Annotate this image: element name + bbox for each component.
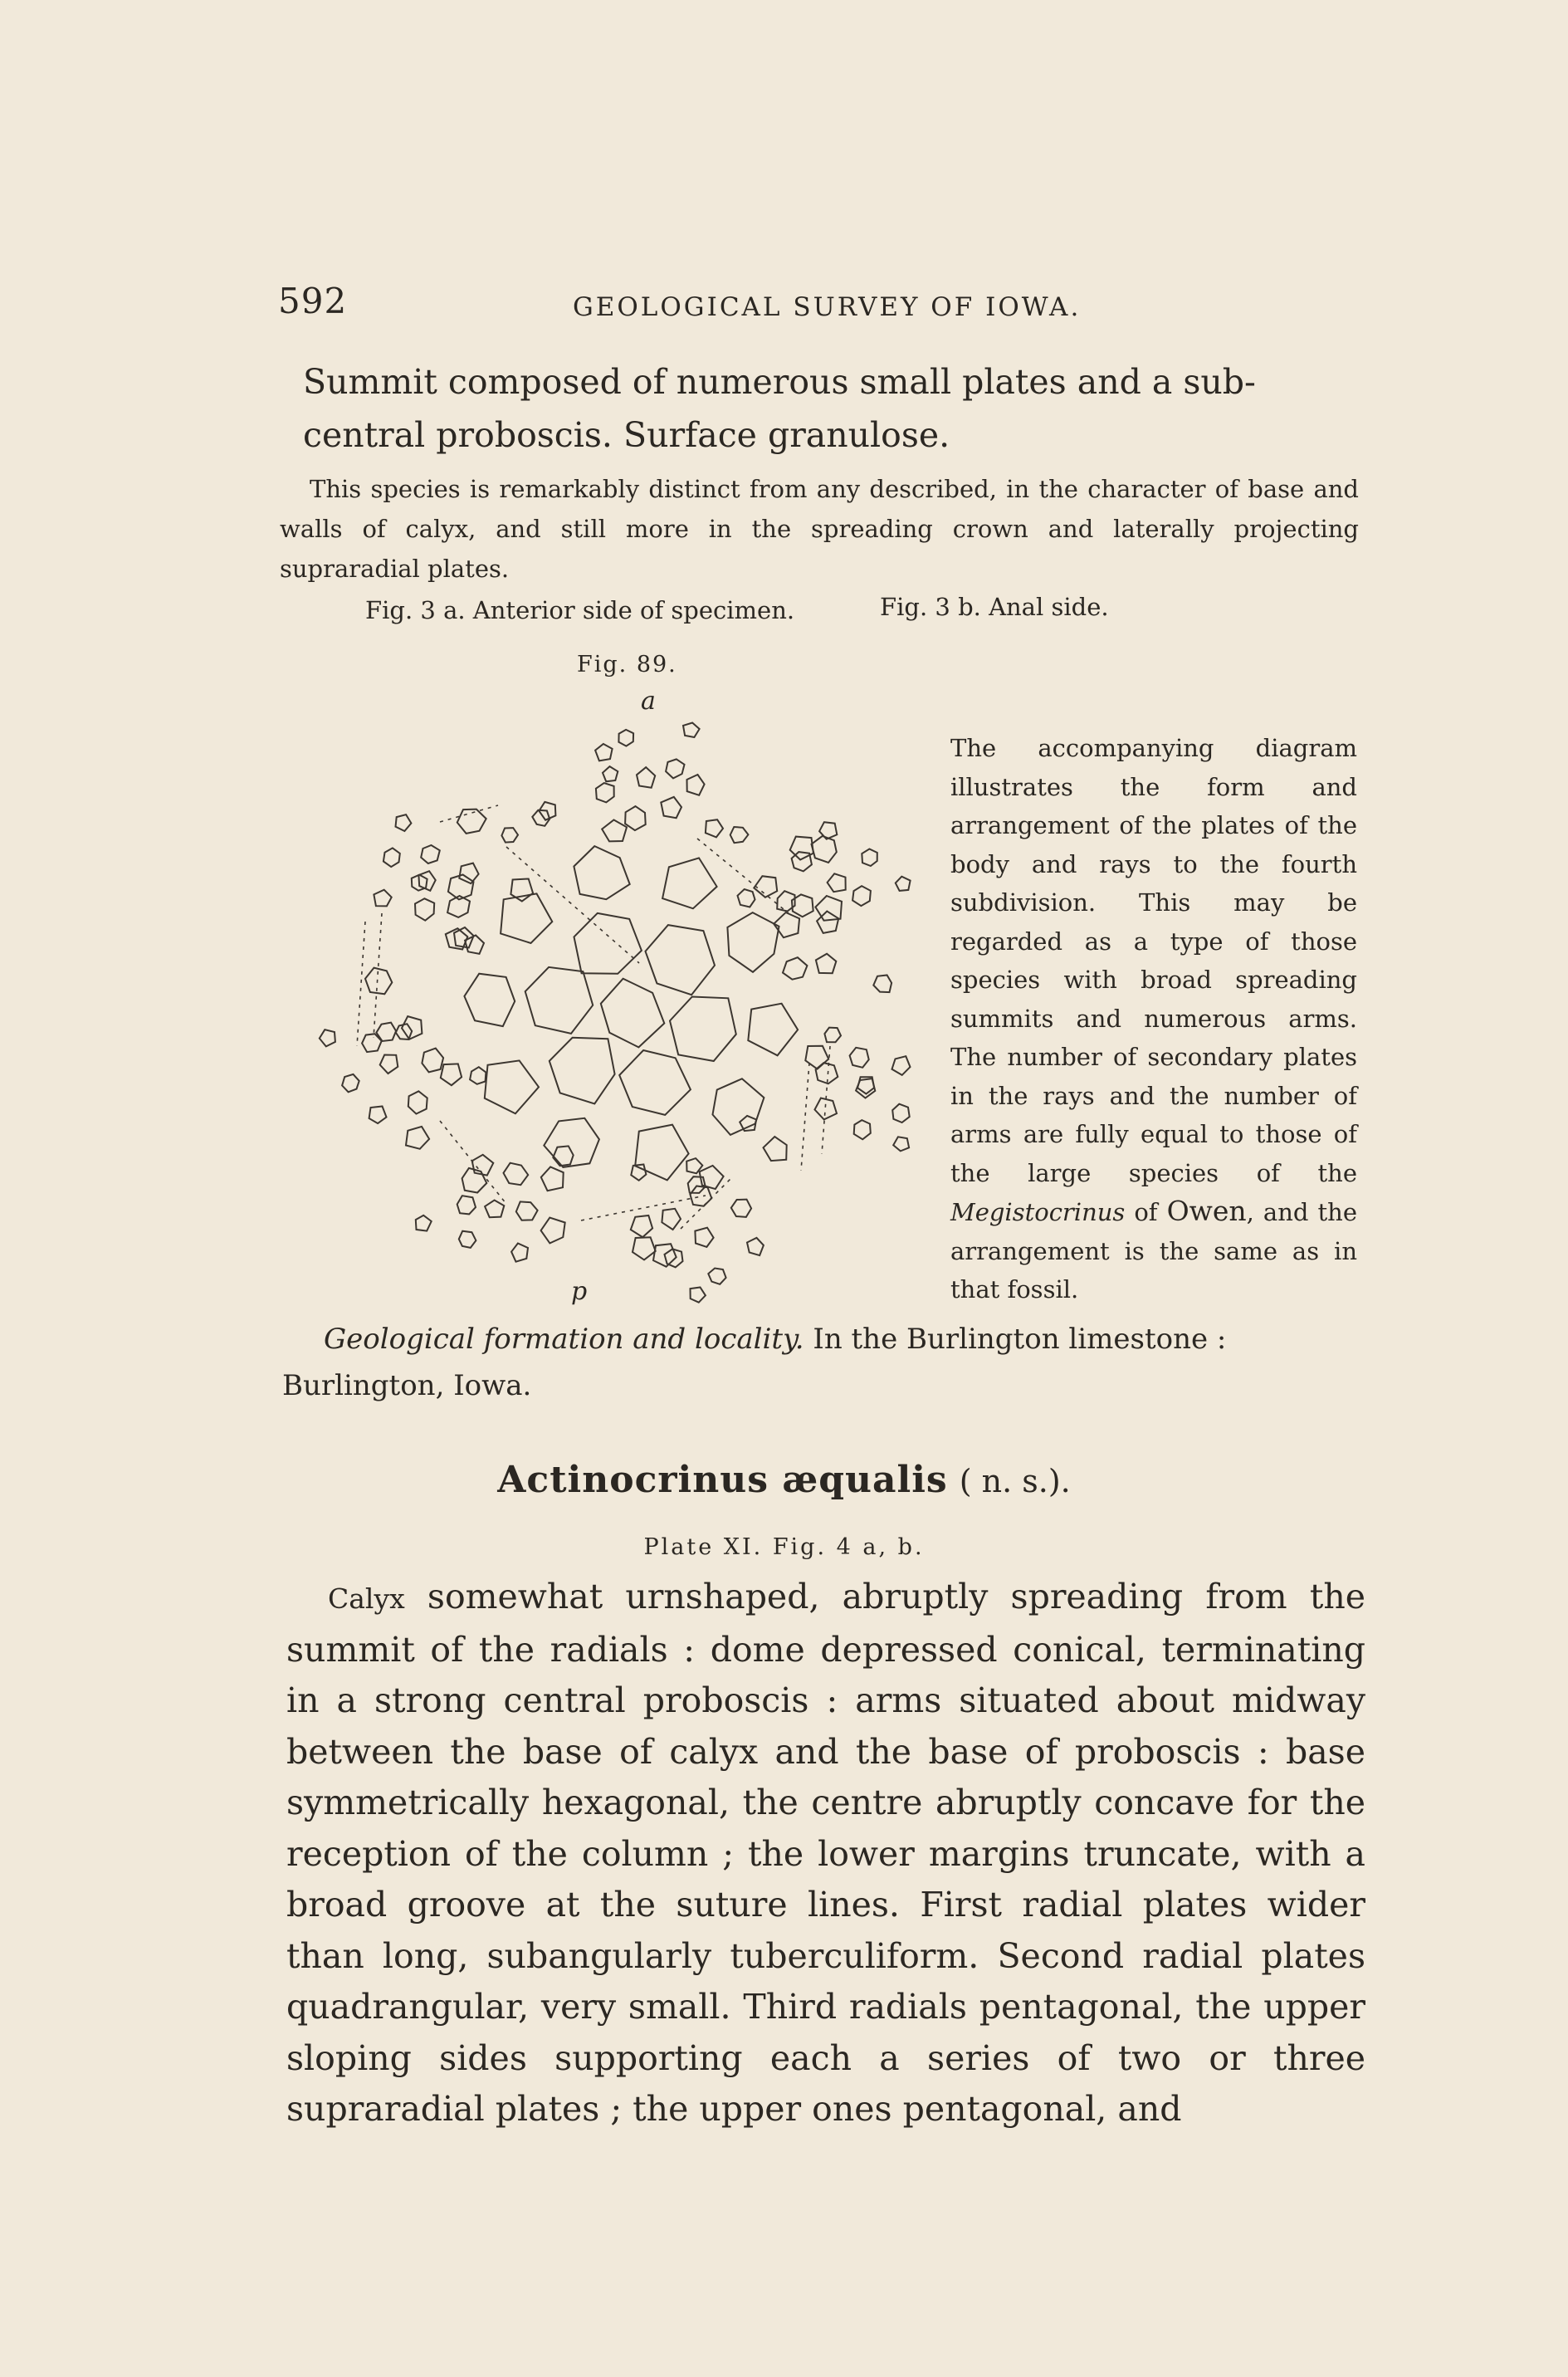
calyx-plate <box>816 954 836 974</box>
calyx-plate <box>754 876 777 897</box>
calyx-plate <box>365 968 392 995</box>
calyx-plate <box>525 967 593 1034</box>
calyx-plate <box>730 827 749 843</box>
page-number: 592 <box>278 281 348 321</box>
remarks-text: This species is remarkably distinct from any described, in the character of base and walls of calyx, and still more in the spreading crown and laterally projecting supraradial plates. <box>280 475 1359 583</box>
calyx-plate <box>896 877 911 891</box>
calyx-plate <box>470 1067 486 1084</box>
calyx-plate <box>396 814 412 831</box>
plate-diagram <box>299 689 946 1320</box>
calyx-plate <box>380 1055 398 1074</box>
calyx-plate <box>504 1163 529 1186</box>
calyx-plate <box>501 893 552 943</box>
calyx-plate <box>574 846 629 899</box>
calyx-plate <box>596 783 614 802</box>
calyx-plate <box>764 1137 787 1161</box>
calyx-plate <box>892 1056 911 1075</box>
calyx-plate <box>457 809 486 834</box>
calyx-plate <box>815 1098 838 1120</box>
calyx-plate <box>541 1218 565 1244</box>
calyx-plate <box>383 848 400 867</box>
lead-line-2: central proboscis. Surface granulose. <box>303 415 950 455</box>
calyx-plate <box>408 1091 427 1113</box>
calyx-plate <box>852 886 871 906</box>
calyx-plate <box>459 863 478 884</box>
species-note: ( n. s.). <box>959 1463 1071 1499</box>
calyx-plate <box>854 1120 871 1139</box>
side-text-middle: of <box>1125 1198 1167 1226</box>
calyx-plate <box>421 845 440 863</box>
calyx-plate <box>485 1201 504 1218</box>
side-paragraph <box>950 729 1357 1309</box>
calyx-plate <box>748 1004 798 1056</box>
calyx-plate <box>690 1186 711 1206</box>
calyx-plate <box>824 1028 841 1043</box>
calyx-plate <box>633 1237 656 1259</box>
calyx-plate <box>457 1196 476 1214</box>
calyx-plate <box>862 849 877 867</box>
author-name: Owen <box>1166 1195 1247 1227</box>
figure-label: Fig. 89. <box>577 652 677 677</box>
calyx-plate <box>691 1288 706 1303</box>
diagram-marker-p: p <box>571 1277 588 1306</box>
calyx-plate <box>342 1074 359 1092</box>
suture-line <box>801 1063 809 1171</box>
calyx-plate <box>816 1063 838 1083</box>
calyx-plate <box>464 974 515 1026</box>
calyx-plate <box>601 979 665 1048</box>
calyx-plate <box>485 1060 539 1113</box>
formation-text: In the Burlington limestone : Burlington, Iowa. <box>282 1323 1227 1402</box>
calyx-plate <box>541 1167 564 1191</box>
calyx-plate <box>422 1049 443 1073</box>
calyx-plate <box>731 1200 751 1217</box>
calyx-plate <box>625 806 646 830</box>
suture-line <box>506 847 639 963</box>
calyx-plate <box>550 1038 615 1104</box>
calyx-plate <box>706 819 723 837</box>
calyx-plate <box>574 913 642 974</box>
calyx-plate <box>708 1269 725 1284</box>
calyx-plate <box>747 1238 764 1255</box>
calyx-plate <box>415 898 434 920</box>
remarks-paragraph <box>280 469 1359 589</box>
calyx-plate <box>661 797 681 818</box>
calyx-plate <box>402 1016 422 1039</box>
suture-line <box>357 922 365 1046</box>
calyx-plate <box>637 767 655 788</box>
calyx-plate <box>501 828 518 843</box>
description-paragraph <box>286 1572 1365 2135</box>
calyx-plate <box>812 836 837 863</box>
calyx-plate <box>472 1155 494 1176</box>
calyx-plate <box>873 976 891 993</box>
description-text: somewhat urnshaped, abruptly spreading from the summit of the radials : dome depressed conical, terminating in a strong central proboscis : arms situated about midway between the base of calyx and the base of proboscis : base symmetrically hexagonal, the centre abruptly concave for the reception of the column ; the lower margins truncate, with a broad groove at the suture lines. First radial plates wider than long, subangularly tuberculiform. Second radial plates quadrangular, very small. Third radials pentagonal, the upper sloping sides supporting each a series of two or three supraradial plates ; the upper ones pentagonal, and <box>286 1577 1365 2129</box>
lead-line-1: Summit composed of numerous small plates and a sub- <box>303 362 1256 402</box>
figure-caption-a: Fig. 3 a. Anterior side of specimen. <box>365 596 795 624</box>
figure-caption-b: Fig. 3 b. Anal side. <box>880 593 1109 621</box>
calyx-plate <box>631 1215 652 1237</box>
running-head <box>278 281 1374 330</box>
calyx-plate <box>695 1228 713 1247</box>
calyx-plate <box>595 744 613 761</box>
calyx-plate <box>815 896 842 921</box>
calyx-plate <box>670 997 736 1062</box>
calyx-plate <box>828 873 846 892</box>
calyx-plate <box>406 1127 429 1149</box>
calyx-plate <box>892 1104 910 1122</box>
description-first-word: Calyx <box>328 1582 405 1615</box>
calyx-plate <box>662 1209 681 1230</box>
calyx-plate <box>740 1116 756 1131</box>
calyx-plate <box>619 1050 691 1115</box>
genus-name: Megistocrinus <box>950 1198 1126 1226</box>
calyx-plate <box>683 723 700 738</box>
calyx-plate <box>441 1064 462 1085</box>
calyx-plate <box>850 1048 869 1068</box>
calyx-plate <box>666 759 684 778</box>
calyx-plate <box>416 1215 432 1231</box>
calyx-plate <box>738 889 755 907</box>
calyx-plate <box>646 925 716 995</box>
header-title: GEOLOGICAL SURVEY OF IOWA. <box>573 292 1082 322</box>
calyx-plate <box>783 957 807 980</box>
calyx-plate <box>662 858 717 908</box>
calyx-plate <box>511 1244 528 1262</box>
diagram-marker-a: a <box>641 689 656 716</box>
calyx-plate <box>320 1030 335 1046</box>
calyx-plate <box>603 766 618 781</box>
side-text-after: , and the arrangement is the same as in that fossil. <box>950 1198 1357 1303</box>
calyx-plate <box>553 1146 573 1166</box>
plate-reference: Plate XI. Fig. 4 a, b. <box>643 1534 925 1560</box>
side-text-before: The accompanying diagram illustrates the form and arrangement of the plates of the body and rays to the fourth subdivision. This may be regarded as a type of those species with broad spreading summits and numerous arms. The number of secondary plates in the rays and the number of arms are fully equal to those of the large species of the <box>950 734 1357 1187</box>
calyx-plate <box>618 730 633 746</box>
calyx-plate <box>374 890 391 907</box>
formation-label: Geological formation and locality. <box>324 1323 804 1356</box>
lead-paragraph <box>303 355 1357 462</box>
calyx-plate <box>727 912 779 972</box>
calyx-plate <box>687 775 705 795</box>
formation-paragraph <box>282 1316 1361 1409</box>
suture-line <box>374 913 382 1038</box>
calyx-plate <box>713 1078 764 1135</box>
suture-line <box>440 805 498 822</box>
species-name: Actinocrinus æqualis <box>497 1459 948 1501</box>
calyx-plate <box>516 1201 538 1220</box>
species-heading <box>0 1459 1568 1501</box>
calyx-plate <box>459 1231 476 1248</box>
plate-diagram-illustration <box>299 689 946 1320</box>
calyx-plate <box>893 1137 909 1151</box>
calyx-plate <box>369 1107 387 1124</box>
calyx-plate <box>602 820 627 842</box>
calyx-plate <box>635 1125 688 1181</box>
